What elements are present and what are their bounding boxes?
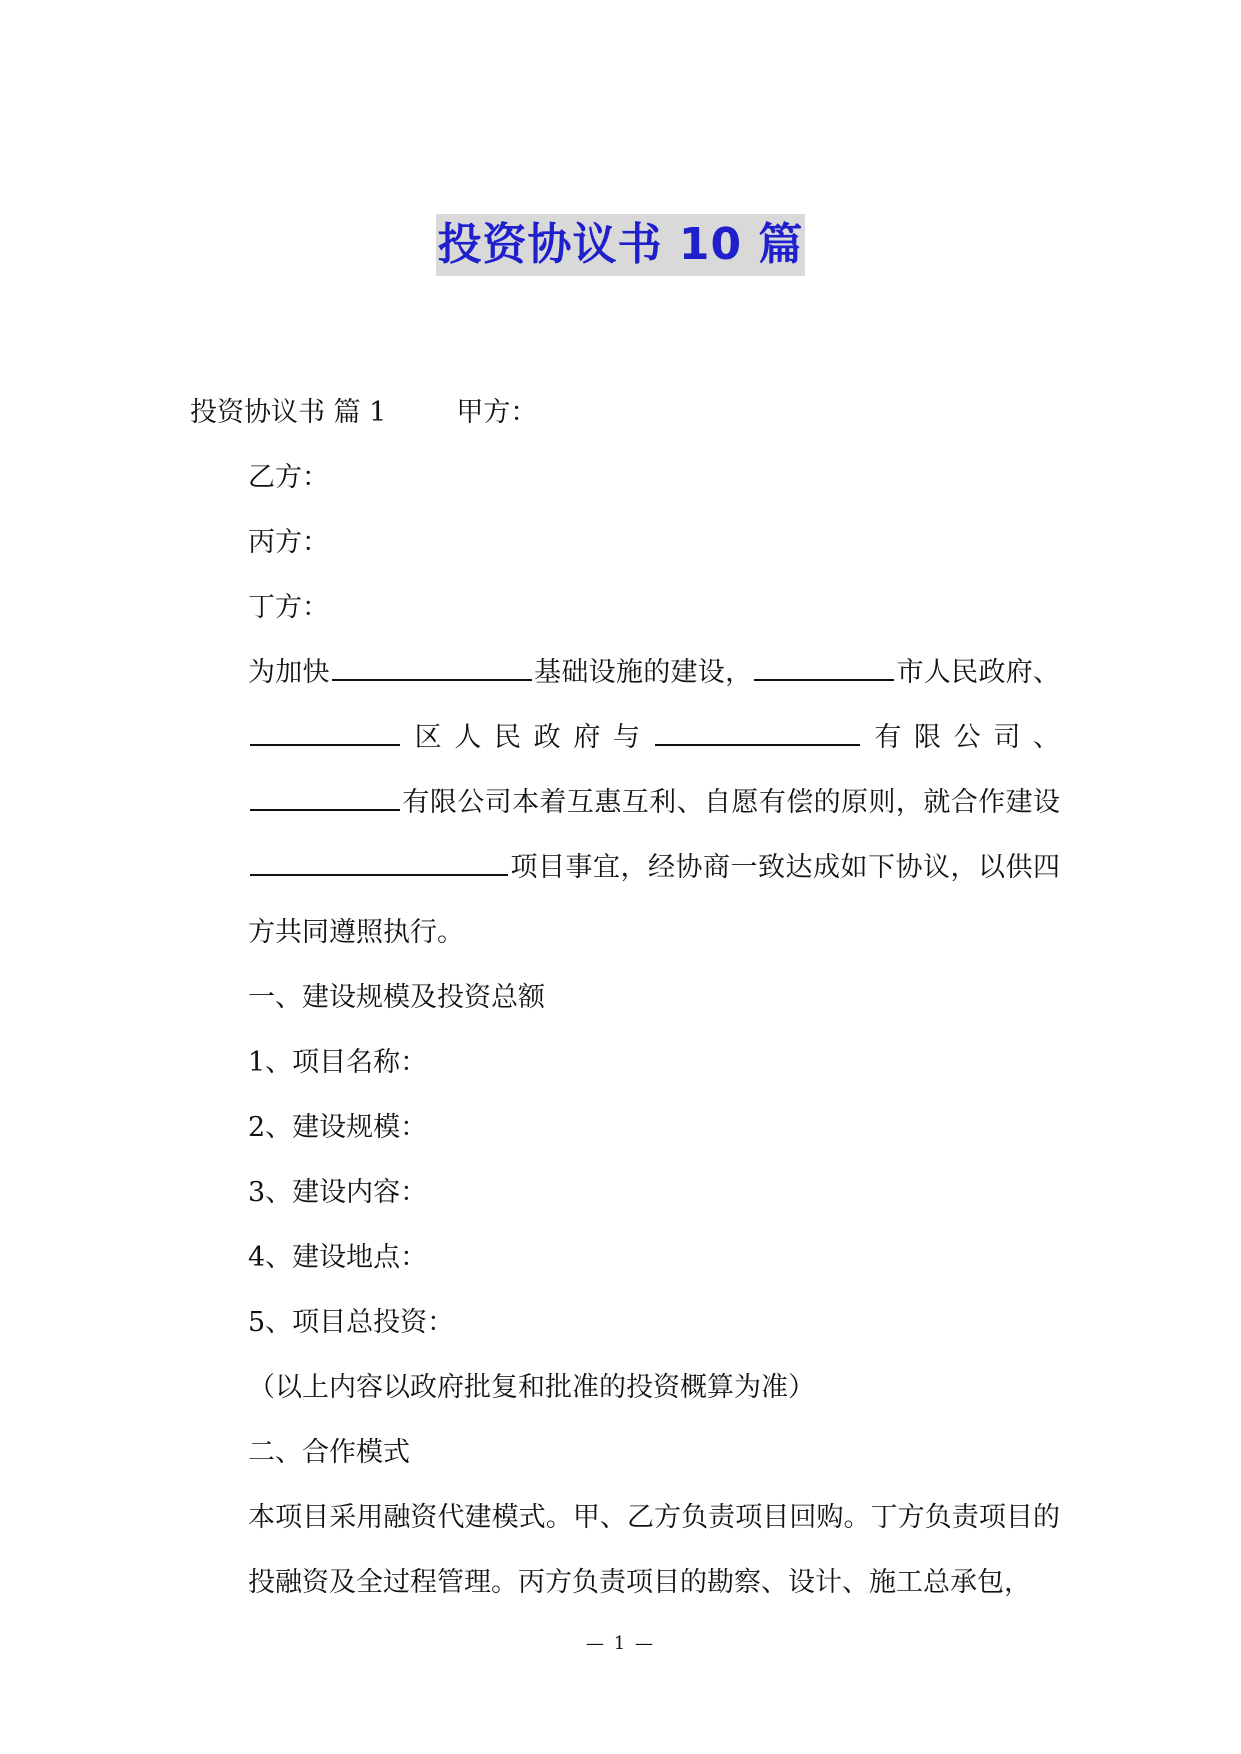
intro-paragraph: [190, 640, 1060, 965]
intro-text-2: 基础设施的建设，: [533, 657, 753, 688]
section1-note: （以上内容以政府批复和批准的投资概算为准）: [248, 1372, 815, 1403]
party-d-label: 丁方：: [248, 592, 329, 623]
party-b-label: 乙方：: [248, 462, 329, 493]
item-content: 3、建设内容：: [248, 1177, 428, 1208]
item-project-name: 1、项目名称：: [248, 1047, 428, 1078]
intro-text-7: 项目事宜，经协商一致达成如下协议，以供四方共同遵照执行。: [248, 852, 1060, 948]
party-a-label: 甲方：: [456, 397, 538, 428]
blank-field: [754, 657, 894, 681]
intro-text-4: 区人民政府与: [402, 722, 653, 753]
blank-field: [332, 657, 532, 681]
document-title: 投资协议书 10 篇: [436, 214, 806, 276]
heading-line: [190, 380, 1060, 445]
party-c-label: 丙方：: [248, 527, 329, 558]
item-scale: 2、建设规模：: [248, 1112, 428, 1143]
intro-text-6: 有限公司本着互惠互利、自愿有偿的原则，就合作建设: [402, 787, 1060, 818]
blank-field: [655, 722, 860, 746]
intro-text-1: 为加快: [248, 657, 330, 688]
item-location: 4、建设地点：: [248, 1242, 428, 1273]
blank-field: [250, 852, 508, 876]
item-investment: 5、项目总投资：: [248, 1307, 455, 1338]
page-number: — 1 —: [586, 1633, 655, 1654]
section1-heading: 一、建设规模及投资总额: [248, 982, 545, 1013]
blank-field: [250, 787, 400, 811]
intro-text-3: 市人民政府、: [896, 657, 1061, 688]
blank-field: [250, 722, 400, 746]
agreement-label: 投资协议书 篇 1: [190, 397, 387, 428]
section2-heading: 二、合作模式: [248, 1437, 410, 1468]
document-body: [190, 380, 1060, 1615]
section2-paragraph: 本项目采用融资代建模式。甲、乙方负责项目回购。丁方负责项目的投融资及全过程管理。丙方负责项目的勘察、设计、施工总承包，: [248, 1502, 1060, 1598]
title-container: [0, 214, 1241, 276]
intro-text-5: 有限公司、: [861, 722, 1061, 753]
